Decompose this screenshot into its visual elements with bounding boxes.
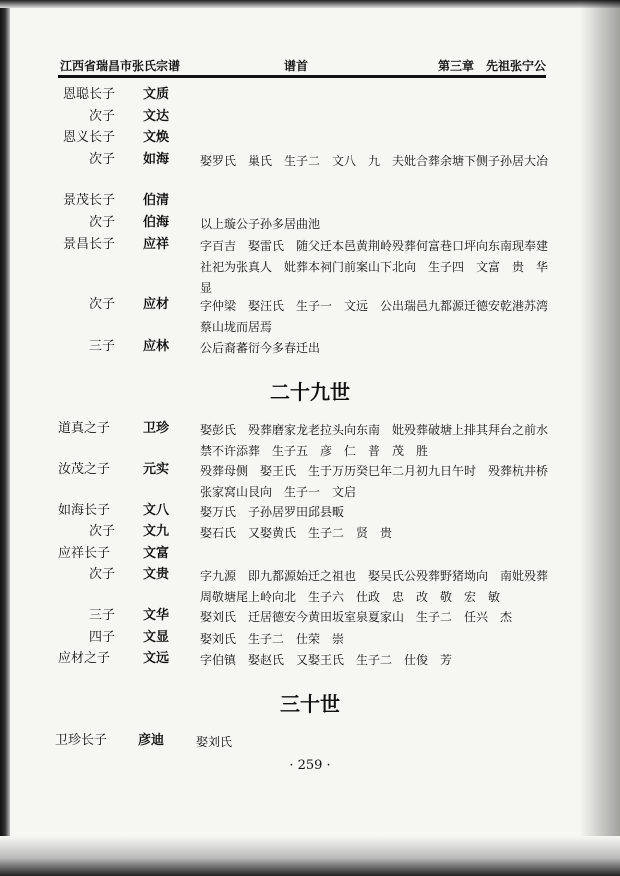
entry-name: 文华	[143, 608, 170, 623]
entry-relation: 应材之子	[57, 651, 110, 666]
entry-relation: 三子	[88, 339, 115, 354]
entry-name: 文贵	[143, 567, 170, 582]
entry-name: 应祥	[143, 237, 170, 252]
entry-name: 应林	[143, 339, 170, 354]
entry-name: 文焕	[143, 130, 170, 145]
bottom-edge-shadow	[0, 836, 620, 876]
page-number: · 259 ·	[289, 758, 331, 773]
entry-relation: 次子	[88, 109, 115, 124]
entry-relation: 如海长子	[57, 503, 110, 518]
entry-relation: 景茂长子	[62, 193, 115, 208]
entry-relation: 汝茂之子	[57, 462, 110, 477]
header-book-title: 江西省瑞昌市张氏宗谱	[60, 59, 181, 73]
entry-name: 文达	[143, 109, 170, 124]
header-chapter: 第三章 先祖张宁公	[437, 59, 546, 73]
entry-relation: 道真之子	[57, 421, 110, 436]
entry-name: 文质	[143, 87, 170, 102]
entry-relation: 恩聪长子	[62, 87, 115, 102]
entry-name: 应材	[143, 297, 170, 312]
entry-name: 元实	[143, 462, 170, 477]
entry-note: 字百吉 娶雷氏 随父迁本邑黄荆岭殁葬何富巷口坪向东南现奉建社祀为张真人 妣葬本祠门前案山下北向 生子四 文富 贵 华 显	[200, 239, 561, 295]
entry-name: 伯海	[143, 215, 170, 230]
entry-note: 娶刘氏 迁居德安今黄田坂室泉夏家山 生子二 任兴 杰	[200, 610, 513, 624]
entry-note: 娶石氏 又娶黄氏 生子二 贤 贵	[200, 526, 393, 540]
entry-note: 娶刘氏	[196, 735, 233, 749]
entry-note: 殁葬母侧 娶王氏 生于万历癸巳年二月初九日午时 殁葬杭井桥张家窝山艮向 生子一 文启	[200, 464, 549, 499]
entry-name: 文远	[143, 651, 170, 666]
entry-name: 文九	[143, 524, 170, 539]
entry-note: 字伯镇 娶赵氏 又娶王氏 生子二 仕俊 芳	[200, 653, 453, 667]
header-rule	[58, 75, 546, 78]
entry-relation: 次子	[88, 524, 115, 539]
entry-note: 娶彭氏 殁葬磨家龙老拉头向东南 妣殁葬破塘上排其拜台之前水禁不许添葬 生子五 彦 仁 普 茂 胜	[200, 423, 549, 458]
entry-name: 伯清	[143, 193, 170, 208]
entry-relation: 应祥长子	[57, 546, 110, 561]
entry-name: 文八	[143, 503, 170, 518]
entry-relation: 恩义长子	[62, 130, 115, 145]
generation-heading-29: 二十九世	[270, 380, 350, 404]
header-section: 谱首	[284, 59, 309, 73]
entry-relation: 三子	[88, 608, 115, 623]
entry-name: 文显	[143, 630, 170, 645]
running-header	[58, 55, 546, 75]
entry-name: 卫珍	[143, 421, 170, 436]
entry-relation: 次子	[88, 152, 115, 167]
top-edge-shadow	[0, 0, 620, 8]
entry-note: 娶万氏 子孙居罗田邱县畈	[200, 505, 345, 519]
entry-name: 如海	[143, 152, 170, 167]
entry-name: 彦迪	[138, 733, 165, 748]
entry-note: 字九源 即九都源始迁之祖也 娶吴氏公殁葬野猪坳向 南妣殁葬周敬塘尾上岭向北 生子六 仕政 忠 改 敬 宏 敏	[200, 569, 549, 604]
entry-note: 公后裔蕃衍今多春迁出	[200, 341, 321, 355]
entry-note: 娶刘氏 生子二 仕荣 崇	[200, 632, 345, 646]
entry-relation: 景昌长子	[62, 237, 115, 252]
generation-heading-30: 三十世	[280, 692, 340, 716]
entry-note: 以上璇公子孙多居曲池	[200, 217, 321, 231]
entry-relation: 次子	[88, 567, 115, 582]
entry-note: 娶罗氏 巢氏 生子二 文八 九 夫妣合葬余塘下侧子孙居大冶	[200, 154, 549, 168]
entry-relation: 四子	[88, 630, 115, 645]
entry-relation: 次子	[88, 215, 115, 230]
entry-note: 字仲梁 娶汪氏 生子一 文远 公出瑞邑九都源迁德安乾港苏湾蔡山垅而居焉	[200, 299, 549, 334]
entry-relation: 卫珍长子	[54, 733, 107, 748]
entry-relation: 次子	[88, 297, 115, 312]
right-edge-shadow	[580, 0, 620, 876]
entry-name: 文富	[143, 546, 170, 561]
